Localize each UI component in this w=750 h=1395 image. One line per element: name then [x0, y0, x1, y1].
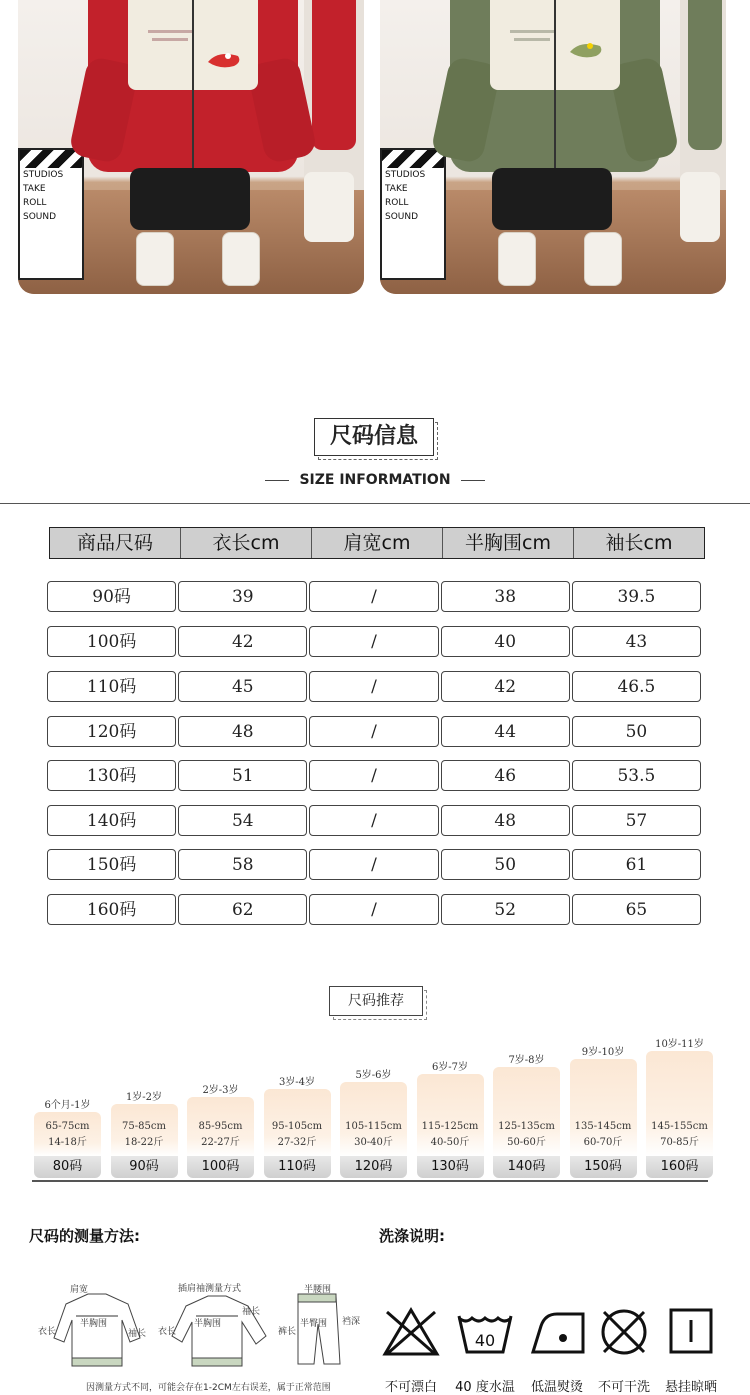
cell-size: 100码: [47, 626, 176, 657]
cell-shoulder: /: [309, 626, 438, 657]
size-label: 110码: [264, 1156, 331, 1178]
cell-chest: 52: [441, 894, 570, 925]
size-info-title: 尺码信息: [314, 418, 434, 456]
cell-shoulder: /: [309, 805, 438, 836]
cell-length: 58: [178, 849, 307, 880]
mirror-reflection: [304, 0, 364, 190]
cell-shoulder: /: [309, 716, 438, 747]
no-bleach-icon: [381, 1306, 441, 1358]
weight-range: 50-60斤: [507, 1137, 546, 1148]
clapperboard: [18, 148, 84, 280]
cell-shoulder: /: [309, 671, 438, 702]
care-label: 悬挂晾晒: [664, 1380, 717, 1395]
cell-length: 62: [178, 894, 307, 925]
height-range: 65-75cm: [45, 1121, 90, 1132]
label-length: 衣长: [38, 1327, 57, 1337]
care-label: 低温熨烫: [530, 1380, 583, 1395]
table-row: [47, 626, 701, 657]
measure-note: 因测量方式不同，可能会存在1-2CM左右误差，属于正常范围: [86, 1383, 331, 1393]
size-label: 140码: [493, 1156, 560, 1178]
low-iron-icon: [527, 1306, 587, 1358]
size-label: 130码: [417, 1156, 484, 1178]
cell-sleeve: 61: [572, 849, 701, 880]
cell-size: 110码: [47, 671, 176, 702]
cell-length: 42: [178, 626, 307, 657]
size-recommend-item: [570, 1043, 637, 1178]
black-pants: [492, 168, 612, 230]
height-range: 145-155cm: [651, 1121, 708, 1132]
label-pants-length: 裤长: [278, 1327, 297, 1337]
cell-sleeve: 43: [572, 626, 701, 657]
clap-field: ROLL: [23, 198, 47, 208]
product-photo-red: [18, 0, 364, 294]
age-range: 10岁-11岁: [655, 1039, 704, 1050]
size-label: 120码: [340, 1156, 407, 1178]
no-dry-clean-icon: [594, 1306, 654, 1358]
reflection-jacket: [312, 0, 356, 150]
subtitle-text: SIZE INFORMATION: [299, 472, 451, 488]
weight-range: 70-85斤: [660, 1137, 699, 1148]
size-label: 160码: [646, 1156, 713, 1178]
red-jacket: [88, 0, 298, 172]
cell-size: 130码: [47, 760, 176, 791]
weight-range: 60-70斤: [583, 1137, 623, 1148]
label-raglan-chest: 半胸围: [194, 1319, 222, 1329]
cell-size: 140码: [47, 805, 176, 836]
cell-shoulder: /: [309, 581, 438, 612]
size-table-header: [49, 527, 705, 559]
cell-chest: 46: [441, 760, 570, 791]
label-waist: 半腰围: [304, 1285, 332, 1295]
cell-chest: 48: [441, 805, 570, 836]
cell-size: 160码: [47, 894, 176, 925]
label-chest: 半胸围: [80, 1319, 108, 1329]
cell-chest: 38: [441, 581, 570, 612]
clap-field: ROLL: [385, 198, 409, 208]
height-range: 135-145cm: [574, 1121, 632, 1132]
cell-chest: 44: [441, 716, 570, 747]
age-range: 1岁-2岁: [125, 1092, 163, 1103]
table-row: [47, 805, 701, 836]
table-row: [47, 849, 701, 880]
care-item: [455, 1306, 515, 1395]
label-hip: 半臀围: [300, 1319, 328, 1329]
header-size: 商品尺码: [76, 532, 153, 554]
height-range: 75-85cm: [122, 1121, 166, 1132]
label-raglan-length: 衣长: [158, 1327, 177, 1337]
care-item: [381, 1306, 441, 1395]
weight-range: 30-40斤: [354, 1137, 393, 1148]
size-recommend-item: [111, 1088, 178, 1178]
cell-length: 54: [178, 805, 307, 836]
table-row: [47, 671, 701, 702]
height-range: 95-105cm: [271, 1121, 323, 1132]
care-label: 不可漂白: [384, 1380, 437, 1395]
cell-length: 45: [178, 671, 307, 702]
size-label: 100码: [187, 1156, 254, 1178]
size-label: 150码: [570, 1156, 637, 1178]
cell-sleeve: 46.5: [572, 671, 701, 702]
age-range: 7岁-8岁: [508, 1055, 545, 1066]
weight-range: 22-27斤: [201, 1137, 240, 1148]
cell-sleeve: 50: [572, 716, 701, 747]
weight-range: 27-32斤: [277, 1137, 317, 1148]
size-recommend-item: [340, 1066, 407, 1178]
size-recommend-item: [417, 1058, 484, 1178]
wash-temp: 40: [474, 1331, 496, 1350]
age-range: 5岁-6岁: [355, 1070, 392, 1081]
label-shoulder: 肩宽: [70, 1285, 89, 1295]
cell-shoulder: /: [309, 849, 438, 880]
table-row: [47, 894, 701, 925]
clap-field: TAKE: [23, 184, 46, 194]
left-shoe: [498, 232, 536, 286]
height-range: 115-125cm: [421, 1121, 479, 1132]
size-recommend-item: [187, 1081, 254, 1178]
size-recommend-item: [264, 1073, 331, 1178]
care-item: [594, 1306, 654, 1395]
size-recommend-item: [646, 1035, 713, 1178]
size-recommend-item: [493, 1051, 560, 1178]
age-range: 6个月-1岁: [44, 1100, 91, 1111]
size-label: 80码: [34, 1156, 101, 1178]
cell-sleeve: 57: [572, 805, 701, 836]
clap-field: TAKE: [385, 184, 408, 194]
care-item: [661, 1306, 721, 1395]
size-info-subtitle: [0, 472, 750, 488]
cell-sleeve: 53.5: [572, 760, 701, 791]
height-range: 105-115cm: [345, 1121, 402, 1132]
divider: [0, 503, 750, 504]
label-sleeve: 袖长: [128, 1329, 147, 1339]
age-range: 6岁-7岁: [431, 1062, 469, 1073]
hang-dry-icon: [661, 1306, 721, 1358]
size-label: 90码: [111, 1156, 178, 1178]
wash-40-icon: [455, 1306, 515, 1358]
cell-chest: 42: [441, 671, 570, 702]
table-row: [47, 581, 701, 612]
weight-range: 40-50斤: [430, 1137, 470, 1148]
care-title: 洗涤说明:: [379, 1227, 445, 1245]
right-shoe: [584, 232, 622, 286]
measure-title: 尺码的测量方法:: [29, 1227, 140, 1245]
cell-sleeve: 39.5: [572, 581, 701, 612]
age-range: 3岁-4岁: [278, 1077, 316, 1088]
cell-shoulder: /: [309, 760, 438, 791]
clapperboard: [380, 148, 446, 280]
mirror-reflection: [680, 0, 726, 190]
product-photo-green: [380, 0, 726, 294]
care-item: [527, 1306, 587, 1395]
right-shoe: [222, 232, 260, 286]
black-pants: [130, 168, 250, 230]
header-sleeve: 袖长cm: [573, 528, 704, 558]
table-row: [47, 716, 701, 747]
reflection-shoe: [680, 172, 720, 242]
age-range: 2岁-3岁: [202, 1085, 239, 1096]
clap-field: SOUND: [385, 212, 419, 222]
cell-size: 90码: [47, 581, 176, 612]
height-range: 125-135cm: [498, 1121, 555, 1132]
label-raglan-title: 插肩袖测量方式: [178, 1284, 242, 1294]
size-recommend-item: [34, 1096, 101, 1178]
weight-range: 14-18斤: [48, 1137, 87, 1148]
clap-field: SOUND: [23, 212, 57, 222]
care-label: 40 度水温: [455, 1380, 515, 1395]
chart-baseline: [32, 1180, 708, 1182]
cell-length: 39: [178, 581, 307, 612]
header-chest: 半胸围cm: [442, 528, 573, 558]
weight-range: 18-22斤: [124, 1137, 164, 1148]
size-recommend-title: 尺码推荐: [329, 986, 423, 1016]
age-range: 9岁-10岁: [581, 1047, 625, 1058]
cell-shoulder: /: [309, 894, 438, 925]
cell-size: 150码: [47, 849, 176, 880]
cell-chest: 50: [441, 849, 570, 880]
table-row: [47, 760, 701, 791]
cell-chest: 40: [441, 626, 570, 657]
green-jacket: [450, 0, 660, 172]
left-shoe: [136, 232, 174, 286]
cell-sleeve: 65: [572, 894, 701, 925]
label-raglan-sleeve: 袖长: [242, 1307, 261, 1317]
clapboard-title: STUDIOS: [23, 170, 64, 180]
clapboard-title: STUDIOS: [385, 170, 426, 180]
cell-length: 51: [178, 760, 307, 791]
care-label: 不可干洗: [597, 1380, 650, 1395]
cell-size: 120码: [47, 716, 176, 747]
reflection-jacket: [688, 0, 722, 150]
label-rise: 裆深: [342, 1317, 361, 1327]
header-shoulder: 肩宽cm: [311, 528, 442, 558]
header-length: 衣长cm: [180, 528, 311, 558]
cell-length: 48: [178, 716, 307, 747]
reflection-shoe: [304, 172, 354, 242]
height-range: 85-95cm: [198, 1121, 243, 1132]
